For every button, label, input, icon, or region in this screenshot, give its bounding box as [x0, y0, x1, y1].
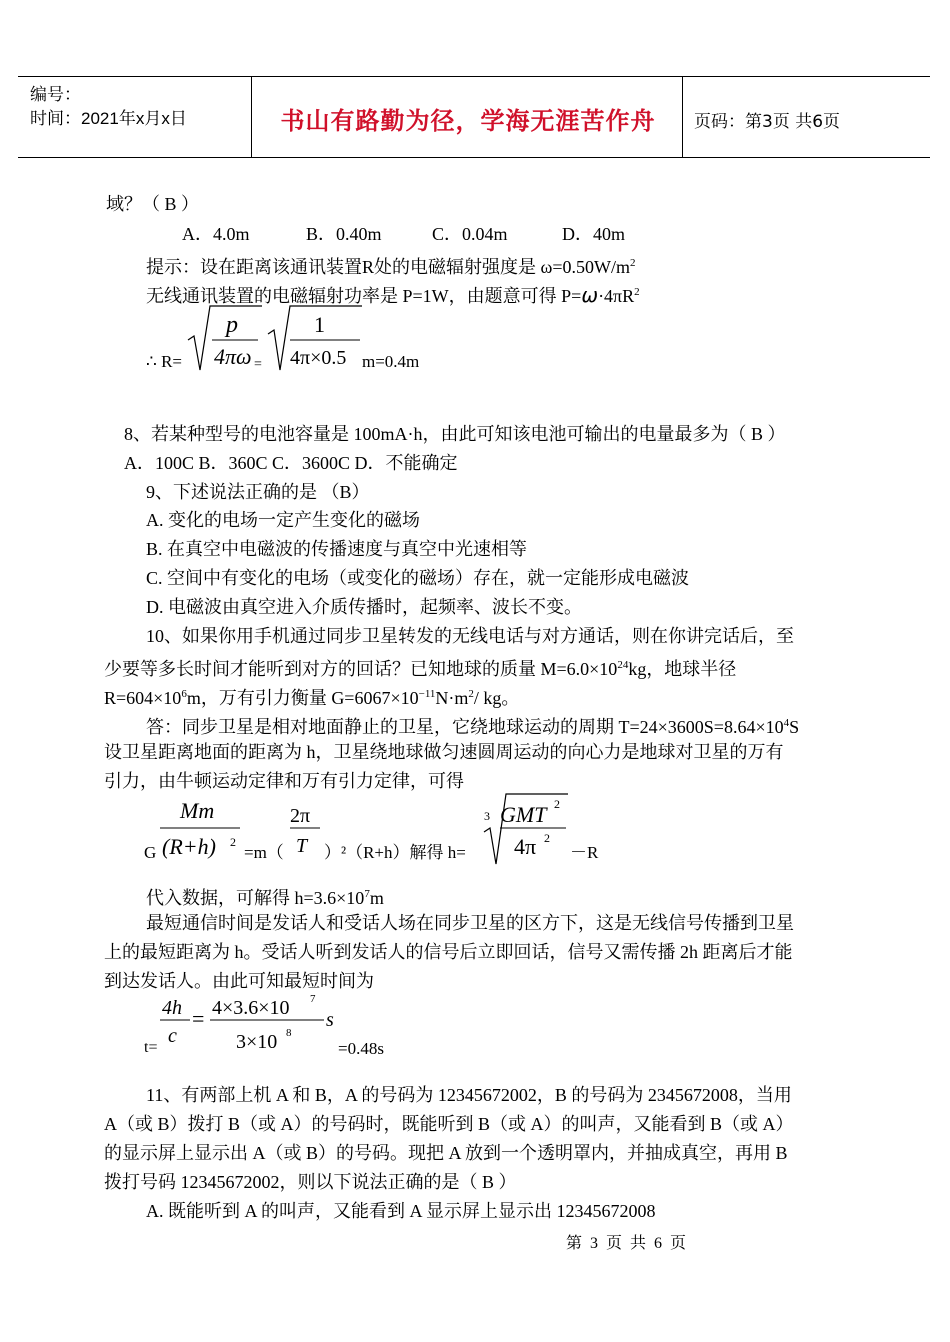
eq-T-sq: 2 — [554, 797, 560, 811]
q9-option-b: B. 在真空中电磁波的传播速度与真空中光速相等 — [146, 539, 528, 559]
header-motto: 书山有路勤为径，学海无涯苦作舟 — [280, 107, 656, 135]
eq-rest: ）²（R+h）解得 h= — [324, 843, 466, 862]
t-equals: = — [192, 1006, 205, 1031]
q10-answer-line1: 答：同步卫星是相对地面静止的卫星，它绕地球运动的周期 $T=24\times 3600S=8.64\times 10^4S$ — [146, 717, 800, 737]
q11-line1: 11、有两部上机 A 和 B，A 的号码为 12345672002，B 的号码为 2345672008，当用 — [146, 1085, 792, 1105]
t-num-exp: 7 — [310, 993, 316, 1005]
eq-cube: 3 — [484, 809, 490, 823]
document-header — [18, 76, 930, 158]
eq-2pi: 2π — [290, 805, 311, 827]
time-label: 时间：2021年x月x日 — [30, 109, 187, 128]
number-label: 编号： — [30, 85, 81, 104]
header-divider — [682, 77, 683, 157]
q9-option-d: D. 电磁波由真空进入介质传播时，起频率、波长不变。 — [146, 597, 582, 617]
q9-stem: 9、下述说法正确的是 （B） — [146, 482, 370, 502]
eq-Mm: Mm — [180, 798, 215, 823]
eq-m: =m（ — [244, 843, 284, 862]
t-eq: t= — [144, 1039, 158, 1056]
q10-data-line: 代入数据，可解得 $h=3.6\times 10^7m$ — [146, 888, 384, 908]
q10-para2: 上的最短距离为 h。受话人听到发话人的信号后立即回话，信号又需传播 2h 距离后才能 — [104, 942, 793, 962]
q10-time-formula — [140, 990, 410, 1060]
q9-option-a: A. 变化的电场一定产生变化的磁场 — [146, 510, 420, 530]
q7-option-a: A．4.0m — [182, 224, 250, 244]
t-den: 3×10 — [236, 1031, 278, 1053]
q7-radius-formula — [186, 300, 366, 380]
t-res: =0.48s — [338, 1039, 384, 1058]
eq-G: G — [144, 843, 157, 862]
f-4piw: 4πω — [214, 344, 252, 369]
q7-hint-line1: 提示：设在距离该通讯装置R处的电磁辐射强度是 $\omega=0.50W/m^2$ — [146, 257, 636, 277]
f-p: p — [226, 312, 238, 338]
eq-minusR: －R — [570, 843, 599, 862]
q8-stem: 8、若某种型号的电池容量是 100mA·h，由此可知该电池可输出的电量最多为（ B ） — [124, 424, 786, 444]
header-meta — [30, 83, 187, 131]
t-num: 4×3.6×10 — [212, 997, 290, 1019]
f-one: 1 — [314, 312, 325, 337]
eq-4pi: 4π — [514, 834, 537, 859]
q10-para3: 到达发话人。由此可知最短时间为 — [104, 971, 374, 991]
t-c: c — [168, 1025, 177, 1047]
q10-line2: 少要等多长时间才能听到对方的回话？已知地球的质量 $M=6.0\times 10^{24}kg$，地球半径 — [104, 659, 737, 679]
q10-answer-line2: 设卫星距离地面的距离为 h，卫星绕地球做匀速圆周运动的向心力是地球对卫星的万有 — [104, 742, 784, 762]
page-label: 页码：第3页 共6页 — [694, 112, 841, 132]
eq-pi-sq: 2 — [544, 831, 550, 845]
t-den-exp: 8 — [286, 1027, 292, 1039]
eq-GMT: GMT — [500, 802, 547, 827]
page-footer: 第 3 页 共 6 页 — [566, 1235, 689, 1252]
q11-option-a: A. 既能听到 A 的叫声，又能看到 A 显示屏上显示出 12345672008 — [146, 1201, 656, 1221]
q8-options: A．100C B．360C C．3600C D．不能确定 — [124, 453, 458, 473]
q10-line3: $R=604\times 10^6m$，万有引力衡量 $G=6067\times 10^{-11}N\cdot m^2/$ kg。 — [104, 688, 520, 708]
q7-option-d: D．40m — [562, 224, 625, 244]
q11-line3: 的显示屏上显示出 A（或 B）的号码。现把 A 放到一个透明罩内，并抽成真空，再用 B — [104, 1143, 788, 1163]
eq-sq: 2 — [230, 835, 236, 849]
q10-para1: 最短通信时间是发话人和受话人场在同步卫星的区方下，这是无线信号传播到卫星 — [146, 913, 794, 933]
q7-result: m=0.4m — [362, 352, 420, 371]
t-4h: 4h — [162, 997, 182, 1019]
q11-line2: A（或 B）拨打 B（或 A）的号码时，既能听到 B（或 A）的叫声，又能看到 B（或 A） — [104, 1114, 794, 1134]
q9-option-c: C. 空间中有变化的电场（或变化的磁场）存在，就一定能形成电磁波 — [146, 568, 690, 588]
q7-tail: 域？（ B ） — [106, 194, 200, 214]
q7-option-b: B．0.40m — [306, 224, 382, 244]
q10-line1: 10、如果你用手机通过同步卫星转发的无线电话与对方通话，则在你讲完话后，至 — [146, 626, 794, 646]
q10-gravity-formula — [140, 790, 620, 870]
q7-hint-line2: 无线通讯装置的电磁辐射功率是 P=1W，由题意可得 $P=\omega\cdot 4\pi R^2$ — [146, 283, 640, 307]
t-s: s — [326, 1009, 334, 1031]
eq-Rh: (R+h) — [162, 834, 216, 859]
f-4pi05: 4π×0.5 — [290, 347, 347, 369]
q7-therefore: ∴ R= — [146, 352, 182, 371]
eq-T: T — [296, 835, 308, 857]
q10-answer-line3: 引力，由牛顿运动定律和万有引力定律，可得 — [104, 771, 464, 791]
f-eq: = — [254, 357, 262, 372]
q7-option-c: C．0.04m — [432, 224, 508, 244]
q11-line4: 拨打号码 12345672002，则以下说法正确的是（ B ） — [104, 1172, 517, 1192]
